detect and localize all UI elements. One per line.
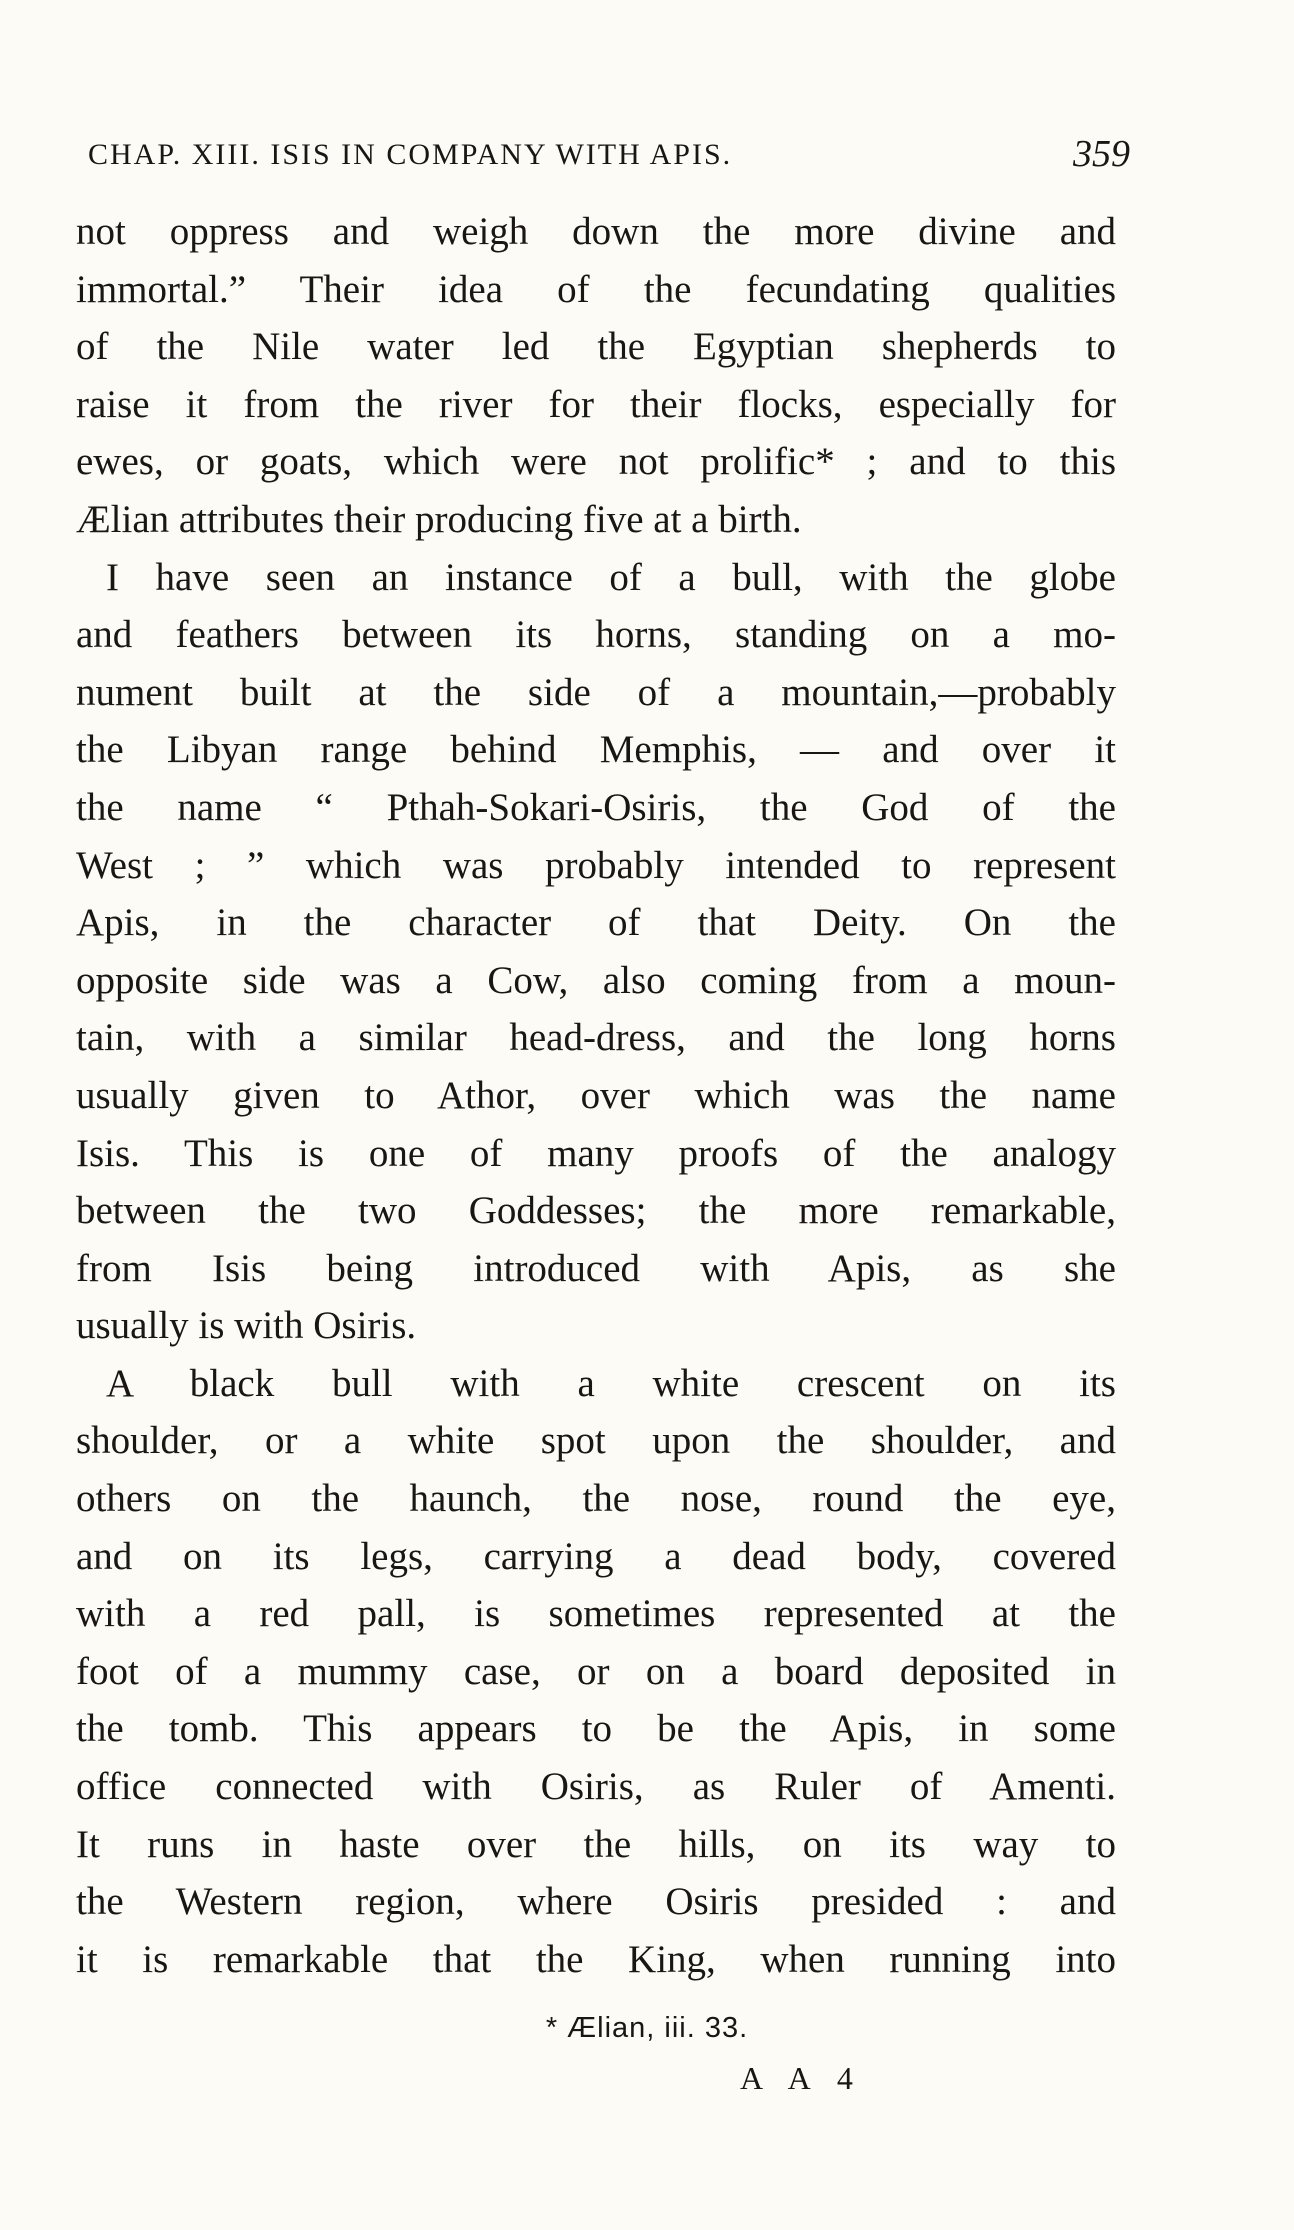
text-line: It runs in haste over the hills, on its way to [76, 1822, 1116, 1866]
text-line: ewes, or goats, which were not prolific* ; and to this [76, 440, 1116, 484]
text-line: I have seen an instance of a bull, with the globe [106, 555, 1116, 599]
text-line: not oppress and weigh down the more divine and [76, 210, 1116, 253]
text-line: it is remarkable that the King, when running into [76, 1937, 1116, 1981]
text-line: West ; ” which was probably intended to represent [76, 843, 1116, 887]
text-line: Apis, in the character of that Deity. On the [76, 901, 1116, 945]
body-text [76, 203, 1116, 1988]
signature-mark: A A 4 [740, 2060, 863, 2096]
text-line: the tomb. This appears to be the Apis, in some [76, 1707, 1116, 1751]
text-line: usually given to Athor, over which was the name [76, 1073, 1116, 1117]
text-line: foot of a mummy case, or on a board deposited in [76, 1649, 1116, 1693]
text-line: A black bull with a white crescent on its [106, 1361, 1116, 1405]
text-line: the Western region, where Osiris presided : and [76, 1880, 1116, 1924]
text-line: Ælian attributes their producing five at a birth. [76, 497, 802, 541]
text-line: Isis. This is one of many proofs of the analogy [76, 1131, 1116, 1175]
text-line: immortal.” Their idea of the fecundating qualities [76, 267, 1116, 311]
page-number: 359 [1073, 133, 1130, 175]
text-line: tain, with a similar head-dress, and the long horns [76, 1016, 1116, 1060]
text-line: and feathers between its horns, standing on a mo- [76, 613, 1116, 657]
text-line: the Libyan range behind Memphis, — and over it [76, 728, 1116, 772]
text-line: with a red pall, is sometimes represented at the [76, 1592, 1116, 1636]
text-line: nument built at the side of a mountain,—probably [76, 670, 1116, 714]
text-line: opposite side was a Cow, also coming from a moun- [76, 958, 1116, 1002]
running-head [88, 132, 1130, 182]
text-line: usually is with Osiris. [76, 1304, 417, 1348]
text-line: office connected with Osiris, as Ruler of Amenti. [76, 1765, 1116, 1809]
text-line: raise it from the river for their flocks, especially for [76, 382, 1116, 426]
text-line: others on the haunch, the nose, round the eye, [76, 1477, 1116, 1521]
footnote: * Ælian, iii. 33. [545, 2012, 749, 2044]
text-line: the name “ Pthah-Sokari-Osiris, the God of the [76, 785, 1116, 829]
chapter-title: CHAP. XIII. ISIS IN COMPANY WITH APIS. [88, 138, 733, 171]
text-line: shoulder, or a white spot upon the shoulder, and [76, 1419, 1116, 1463]
text-line: from Isis being introduced with Apis, as she [76, 1246, 1116, 1290]
text-line: between the two Goddesses; the more remarkable, [76, 1189, 1116, 1233]
text-line: of the Nile water led the Egyptian shepherds to [76, 325, 1116, 369]
text-line: and on its legs, carrying a dead body, covered [76, 1534, 1116, 1578]
